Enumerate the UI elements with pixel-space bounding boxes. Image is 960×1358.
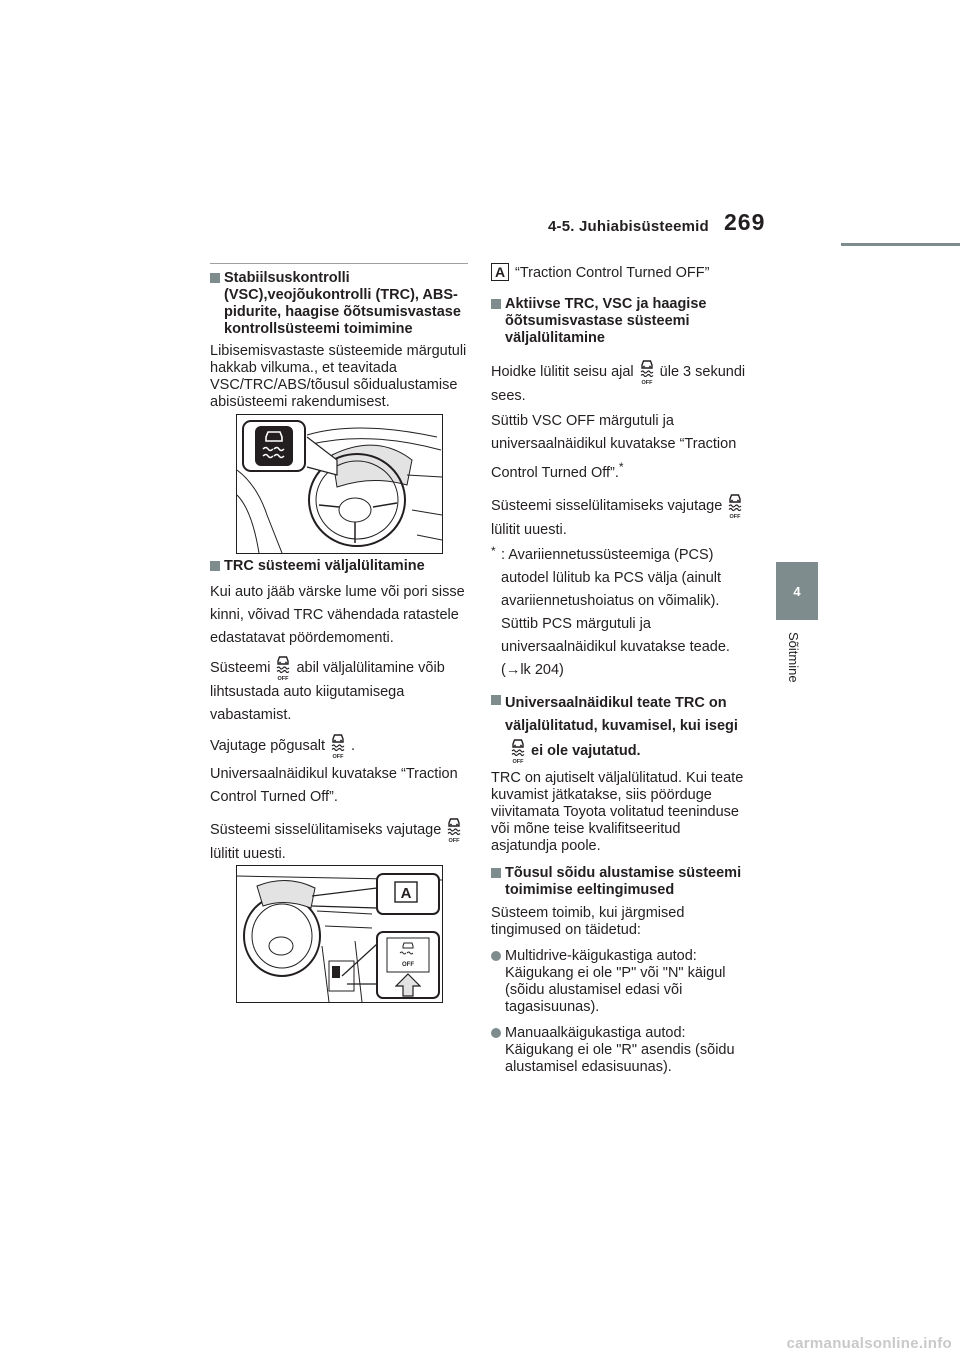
footnote <box>491 544 749 682</box>
text: lülitit uuesti. <box>491 521 567 538</box>
list-item: Manuaalkäigukastiga autod: Käigukang ei ole "R" asendis (sõidu alustamisel edasisuunas). <box>491 1025 749 1076</box>
heading-vsc-trc: Stabiilsuskontrolli (VSC),veojõukontrolli (TRC), ABS-pidurite, haagise õõtsumisvastase kontrollsüsteemi toimimine <box>210 270 468 338</box>
left-column-lower <box>210 558 468 866</box>
paragraph-indicator: Libisemisvastaste süsteemide märgutuli hakkab vilkuma., et teavitada VSC/TRC/ABS/tõusul sõidualustamise abisüsteemi rakendumisest. <box>210 343 467 410</box>
trc-off-icon <box>274 655 292 681</box>
left-column-rule <box>210 263 468 264</box>
text: Süsteemi sisselülitamiseks vajutage <box>210 821 442 838</box>
section-title: 4-5. Juhiabisüsteemid <box>548 218 709 235</box>
right-column <box>491 262 749 1076</box>
paragraph-turn-on-right <box>491 493 749 542</box>
paragraph-conditions: Süsteem toimib, kui järgmised tingimused on täidetud: <box>491 904 685 938</box>
paragraph-trc-switch <box>210 655 468 727</box>
heading-trc-off: TRC süsteemi väljalülitamine <box>210 558 468 575</box>
text: ei ole vajutatud. <box>531 742 641 759</box>
left-column <box>210 270 468 411</box>
chapter-tab[interactable]: 4 <box>776 562 818 620</box>
trc-off-icon <box>726 493 744 519</box>
label-a: A <box>491 263 509 281</box>
trc-off-icon <box>638 359 656 385</box>
paragraph-hold-switch <box>491 359 749 408</box>
list-item: Multidrive-käigukastiga autod: Käigukang ei ole "P" või "N" käigul (sõidu alustamisel edasi või tagasisuunas). <box>491 948 749 1016</box>
paragraph-vsc-off <box>491 410 749 485</box>
text: “Traction Control Turned OFF” <box>515 265 710 281</box>
text: Universaalnäidikul teate TRC on väljalülitatud, kuvamisel, kui isegi <box>505 694 738 734</box>
text: lülitit uuesti. <box>210 846 286 862</box>
heading-universal-display <box>491 692 749 764</box>
figure-switch-location <box>236 865 443 1003</box>
caption-a <box>491 262 749 285</box>
text: . <box>351 737 356 754</box>
text: Hoidke lülitit seisu ajal <box>491 363 634 380</box>
text: Vajutage põgusalt <box>210 737 326 754</box>
paragraph-trc-temporary: TRC on ajutiselt väljalülitatud. Kui teate kuvamist jätkatakse, siis pöörduge viivitamata Toyota volitatud teeninduse või mõne teise kvalifitseeritud asjatundja poole. <box>491 769 744 854</box>
footnote-ref: * <box>618 460 624 474</box>
text: Süsteemi <box>210 659 271 676</box>
watermark: carmanualsonline.info <box>786 1335 952 1352</box>
text: üle 3 sekundi sees. <box>491 363 746 404</box>
paragraph-display-msg: Universaalnäidikul kuvatakse “Traction Control Turned Off”. <box>210 766 458 805</box>
paragraph-trc-reduce: Kui auto jääb värske lume või pori sisse kinni, võivad TRC vähendada ratastele edastatavat pöördemomenti. <box>210 584 465 646</box>
text: : Avariiennetussüsteemiga (PCS) autodel lülitub ka PCS välja (ainult avariiennetushoiatus on võimalik). Süttib PCS märgutuli ja universaalnäidikul kuvatakse teade. (→lk 204) <box>501 546 730 678</box>
paragraph-press-briefly <box>210 733 468 759</box>
heading-hill-start: Tõusul sõidu alustamise süsteemi toimimise eeltingimused <box>491 865 749 899</box>
trc-off-icon <box>329 733 347 759</box>
heading-active-trc: Aktiivse TRC, VSC ja haagise õõtsumisvastase süsteemi väljalülitamine <box>491 296 749 347</box>
text: Süttib VSC OFF märgutuli ja universaalnäidikul kuvatakse “Traction Control Turned Off”. <box>491 413 737 481</box>
text: Süsteemi sisselülitamiseks vajutage <box>491 497 723 514</box>
page-number: 269 <box>724 209 766 235</box>
trc-off-icon <box>509 738 527 764</box>
paragraph-turn-on <box>210 817 468 866</box>
trc-off-icon <box>445 817 463 843</box>
header-rule <box>841 243 960 246</box>
footnote-mark: * <box>491 543 496 558</box>
chapter-label: Sõitmine <box>786 632 801 683</box>
text: abil väljalülitamine võib lihtsustada auto kiigutamisega vabastamist. <box>210 659 445 723</box>
svg-text:OFF: OFF <box>402 962 414 968</box>
svg-text:A: A <box>400 885 412 902</box>
figure-indicator-light <box>236 414 443 554</box>
